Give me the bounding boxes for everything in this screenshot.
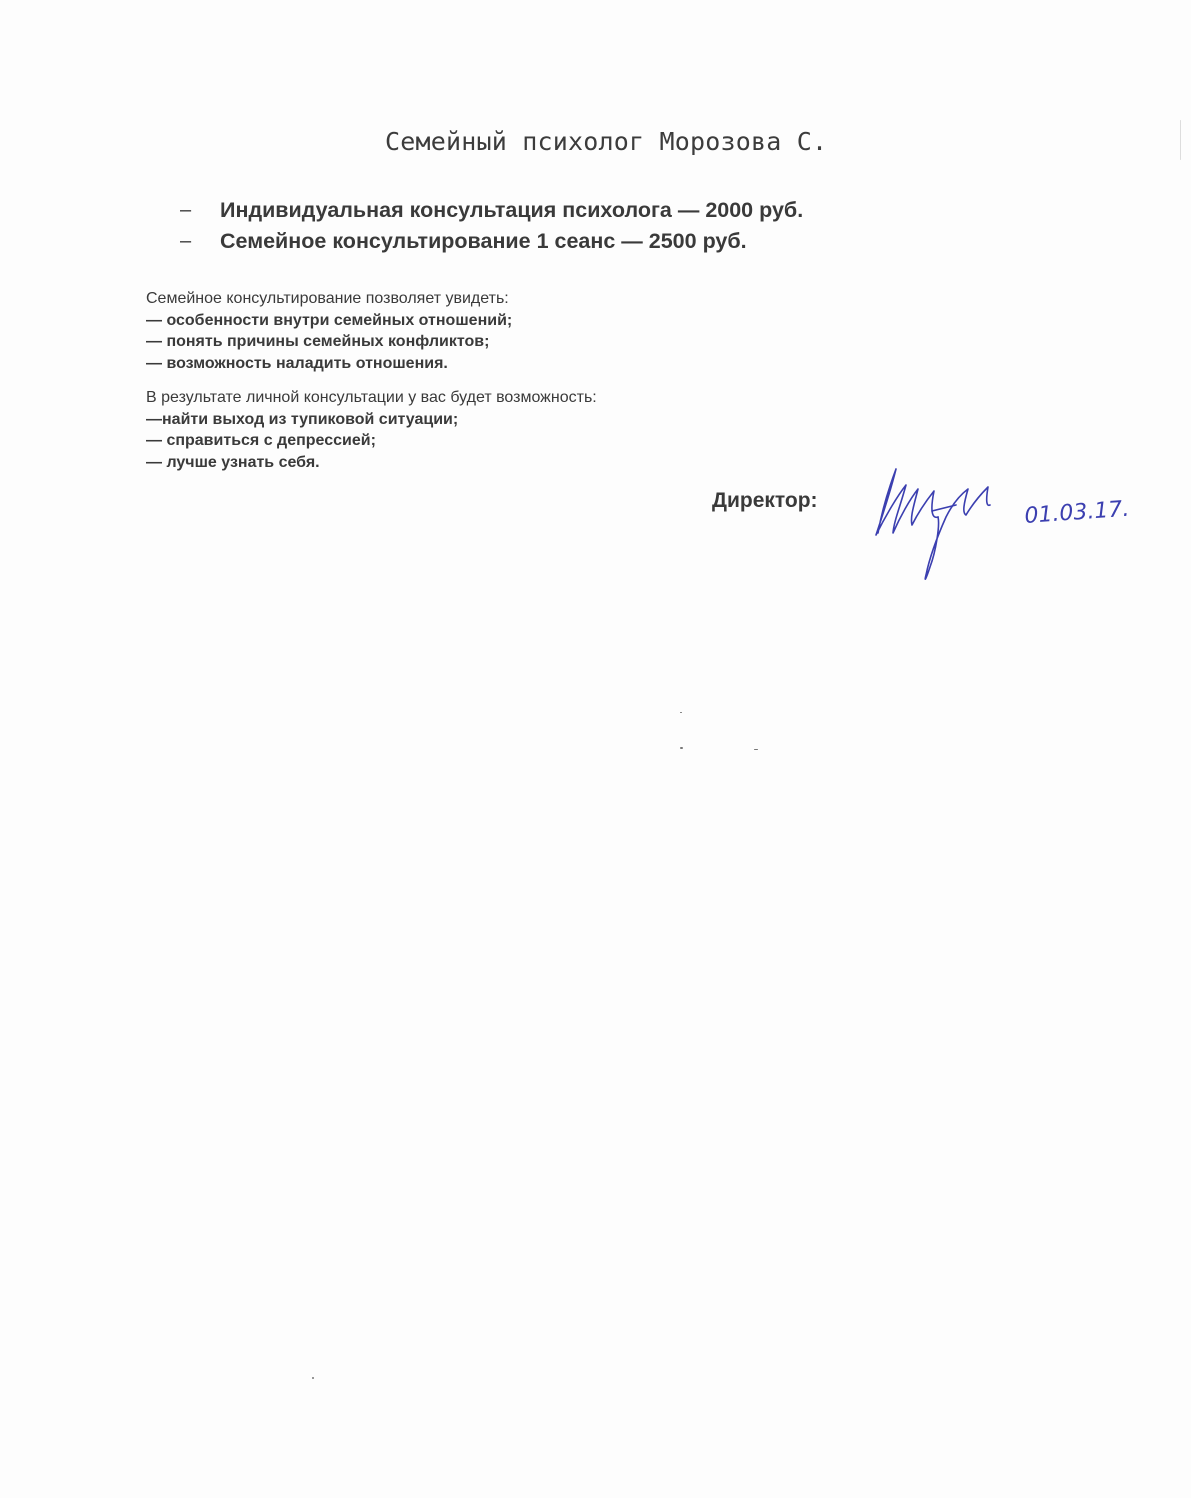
family-block-heading: Семейное консультирование позволяет увидеть: [146,290,509,307]
director-label: Директор: [712,489,818,512]
personal-block-item: —найти выход из тупиковой ситуации; [146,410,459,428]
price-item-text: Индивидуальная консультация психолога — 2000 руб. [220,198,804,222]
family-block-item: — особенности внутри семейных отношений; [146,311,513,329]
personal-block-item: — лучше узнать себя. [146,453,320,471]
scan-speck [312,1377,314,1379]
price-item-text: Семейное консультирование 1 сеанс — 2500 руб. [220,229,747,253]
family-block-item: — возможность наладить отношения. [146,354,448,372]
price-bullet: – [180,199,192,221]
scan-speck [680,712,682,713]
document-title: Семейный психолог Морозова С. [385,127,828,156]
handwritten-signature [860,455,1160,595]
personal-consultation-block [146,387,597,473]
family-consultation-block [146,288,512,374]
price-bullet: – [180,230,192,252]
personal-block-heading: В результате личной консультации у вас будет возможность: [146,389,597,406]
scan-speck [1180,120,1181,160]
scan-speck [754,749,758,750]
personal-block-item: — справиться с депрессией; [146,432,376,449]
family-block-item: — понять причины семейных конфликтов; [146,333,490,350]
signature-date: 01.03.17. [1023,496,1131,529]
scan-speck [680,747,683,749]
